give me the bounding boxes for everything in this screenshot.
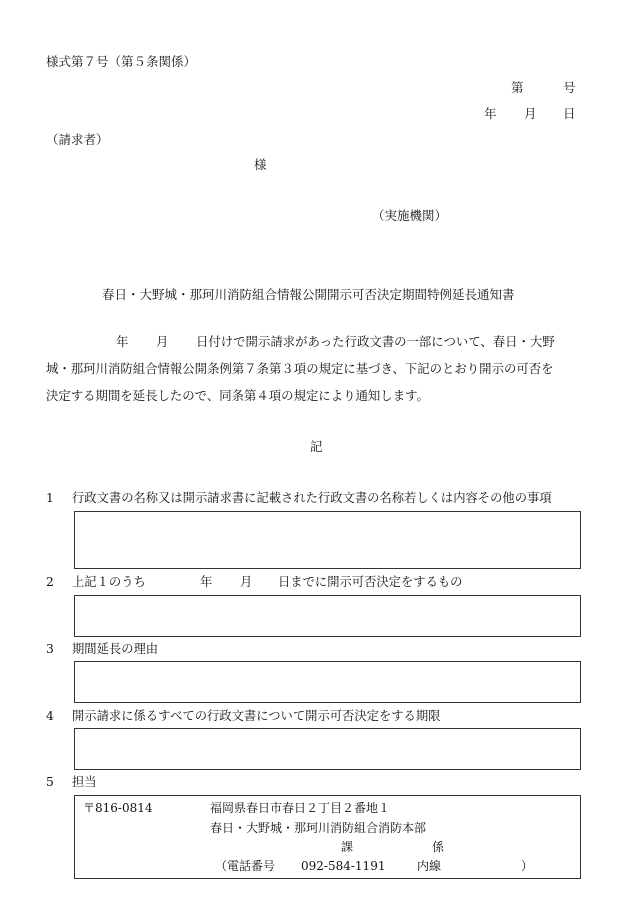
item-1-number: 1 — [46, 491, 54, 505]
body-line2: 城・那珂川消防組合情報公開条例第７条第３項の規定に基づき、下記のとおり開示の可否を — [46, 361, 554, 376]
contact-section: 課 — [341, 840, 354, 854]
ki-heading: 記 — [310, 439, 323, 454]
body-line1: 日付けで開示請求があった行政文書の一部について、春日・大野 — [196, 334, 555, 349]
date-month: 月 — [524, 106, 537, 121]
item-1-field[interactable] — [74, 511, 581, 569]
item-2-label: 上記１のうち — [72, 575, 146, 589]
contact-box — [74, 795, 581, 879]
item-2-day-rest: 日までに開示可否決定をするもの — [278, 575, 463, 589]
item-2-number: 2 — [46, 575, 54, 589]
item-4-label: 開示請求に係るすべての行政文書について開示可否決定をする期限 — [72, 709, 441, 723]
contact-address: 福岡県春日市春日２丁目２番地１ — [210, 801, 391, 815]
item-3-label: 期間延長の理由 — [72, 642, 159, 656]
contact-close-paren: ） — [521, 859, 534, 873]
contact-subsection: 係 — [432, 840, 445, 854]
item-2-month: 月 — [240, 575, 253, 589]
doc-number-prefix: 第 — [511, 80, 524, 95]
issuer-label: （実施機関） — [372, 208, 448, 223]
item-1-label: 行政文書の名称又は開示請求書に記載された行政文書の名称若しくは内容その他の事項 — [72, 491, 552, 505]
requester-honorific: 様 — [254, 157, 267, 172]
doc-number-suffix: 号 — [563, 80, 576, 95]
contact-postal: 〒816-0814 — [83, 801, 153, 815]
form-number: 様式第７号（第５条関係） — [46, 54, 197, 69]
contact-extension: 内線 — [417, 859, 442, 873]
item-4-field[interactable] — [74, 728, 581, 770]
item-3-number: 3 — [46, 642, 54, 656]
item-2-field[interactable] — [74, 595, 581, 637]
item-3-field[interactable] — [74, 661, 581, 703]
date-year: 年 — [484, 106, 497, 121]
contact-phone-label: （電話番号 — [215, 859, 276, 873]
item-2-year: 年 — [200, 575, 213, 589]
item-4-number: 4 — [46, 709, 54, 723]
document-title: 春日・大野城・那珂川消防組合情報公開開示可否決定期間特例延長通知書 — [102, 287, 515, 302]
contact-org: 春日・大野城・那珂川消防組合消防本部 — [210, 821, 427, 835]
item-5-number: 5 — [46, 775, 54, 789]
body-month: 月 — [156, 334, 169, 349]
date-day: 日 — [563, 106, 576, 121]
body-line3: 決定する期間を延長したので、同条第４項の規定により通知します。 — [46, 388, 429, 403]
item-5-label: 担当 — [72, 775, 97, 789]
contact-phone: 092-584-1191 — [301, 859, 386, 873]
body-year: 年 — [116, 334, 129, 349]
requester-label: （請求者） — [46, 132, 109, 147]
